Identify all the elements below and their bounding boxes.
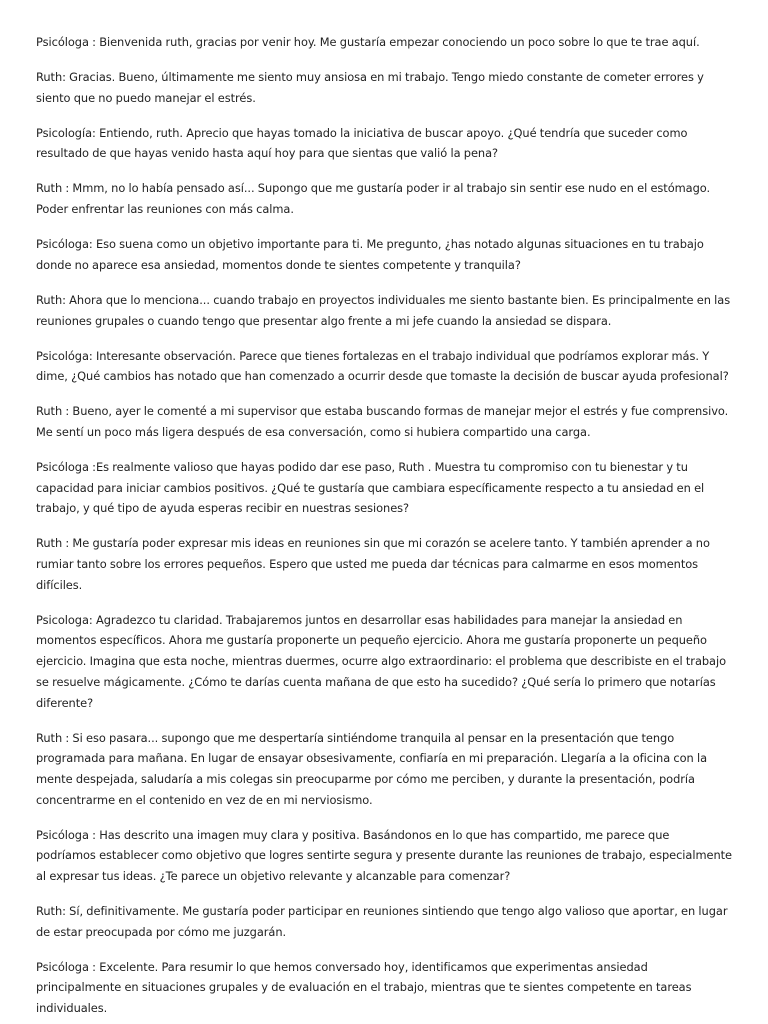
dialogue-paragraph: Psicológa: Interesante observación. Parece que tienes fortalezas en el trabajo individual que podríamos explorar más. Y dime, ¿Qué cambios has notado que han comenzado a ocurrir desde que tomaste la decisión de buscar ayuda profesional?	[36, 348, 729, 384]
dialogue-paragraph: Ruth : Me gustaría poder expresar mis ideas en reuniones sin que mi corazón se acelere tanto. Y también aprender a no rumiar tanto sobre los errores pequeños. Espero que usted me pueda dar técnicas para calmarme en esos momentos difíciles.	[36, 536, 710, 592]
dialogue-paragraph: Ruth : Bueno, ayer le comenté a mi supervisor que estaba buscando formas de manejar mejor el estrés y fue comprensivo. Me sentí un poco más ligera después de esa conversación, como si hubiera compartido una carga.	[36, 404, 729, 439]
dialogue-paragraph: Psicóloga: Eso suena como un objetivo importante para ti. Me pregunto, ¿has notado algunas situaciones en tu trabajo donde no aparece esa ansiedad, momentos donde te sientes competente y tranquila?	[36, 237, 704, 272]
dialogue-paragraph: Psicóloga : Bienvenida ruth, gracias por venir hoy. Me gustaría empezar conociendo un poco sobre lo que te trae aquí.	[36, 35, 700, 49]
dialogue-paragraph: Ruth : Si eso pasara... supongo que me despertaría sintiéndome tranquila al pensar en la presentación que tengo programada para mañana. En lugar de ensayar obsesivamente, confiaría en mi preparación. Llegaría a la oficina con la mente despejada, saludaría a mis colegas sin preocuparme por cómo me perciben, y durante la presentación, podría concentrarme en el contenido en vez de en mi nerviosismo.	[36, 730, 708, 807]
dialogue-paragraph: Psicologa: Agradezco tu claridad. Trabajaremos juntos en desarrollar esas habilidades para manejar la ansiedad en momentos específicos. Ahora me gustaría proponerte un pequeño ejercicio. Ahora me gustaría proponerte un pequeño ejercicio. Imagina que esta noche, mientras duermes, ocurre algo extraordinario: el problema que describiste en el trabajo se resuelve mágicamente. ¿Cómo te darías cuenta mañana de que esto ha sucedido? ¿Qué sería lo primero que notarías diferente?	[36, 612, 727, 710]
dialogue-paragraph: Ruth: Gracias. Bueno, últimamente me siento muy ansiosa en mi trabajo. Tengo miedo constante de cometer errores y siento que no puedo manejar el estrés.	[36, 70, 704, 105]
dialogue-paragraph: Ruth: Ahora que lo menciona... cuando trabajo en proyectos individuales me siento bastante bien. Es principalmente en las reuniones grupales o cuando tengo que presentar algo frente a mi jefe cuando la ansiedad se dispara.	[36, 292, 731, 328]
dialogue-paragraph: Psicóloga : Excelente. Para resumir lo que hemos conversado hoy, identificamos que experimentas ansiedad principalmente en situaciones grupales y de evaluación en el trabajo, mientras que te sientes competente en tareas individuales.	[36, 959, 692, 1016]
dialogue-paragraph: Ruth : Mmm, no lo había pensado así... Supongo que me gustaría poder ir al trabajo sin sentir ese nudo en el estómago. Poder enfrentar las reuniones con más calma.	[36, 181, 711, 217]
dialogue-paragraph: Ruth: Sí, definitivamente. Me gustaría poder participar en reuniones sintiendo que tengo algo valioso que aportar, en lugar de estar preocupada por cómo me juzgarán.	[36, 904, 728, 939]
dialogue-paragraph: Psicología: Entiendo, ruth. Aprecio que hayas tomado la iniciativa de buscar apoyo. ¿Qué tendría que suceder como resultado de que hayas venido hasta aquí hoy para que sientas que valió la pena?	[36, 125, 688, 161]
session-transcript	[36, 32, 732, 1019]
dialogue-paragraph: Psicóloga :Es realmente valioso que hayas podido dar ese paso, Ruth . Muestra tu compromiso con tu bienestar y tu capacidad para iniciar cambios positivos. ¿Qué te gustaría que cambiara específicamente respecto a tu ansiedad en el trabajo, y qué tipo de ayuda esperas recibir en nuestras sesiones?	[36, 459, 705, 516]
dialogue-paragraph: Psicóloga : Has descrito una imagen muy clara y positiva. Basándonos en lo que has compartido, me parece que podríamos establecer como objetivo que logres sentirte segura y presente durante las reuniones de trabajo, especialmente al expresar tus ideas. ¿Te parece un objetivo relevante y alcanzable para comenzar?	[36, 827, 733, 884]
